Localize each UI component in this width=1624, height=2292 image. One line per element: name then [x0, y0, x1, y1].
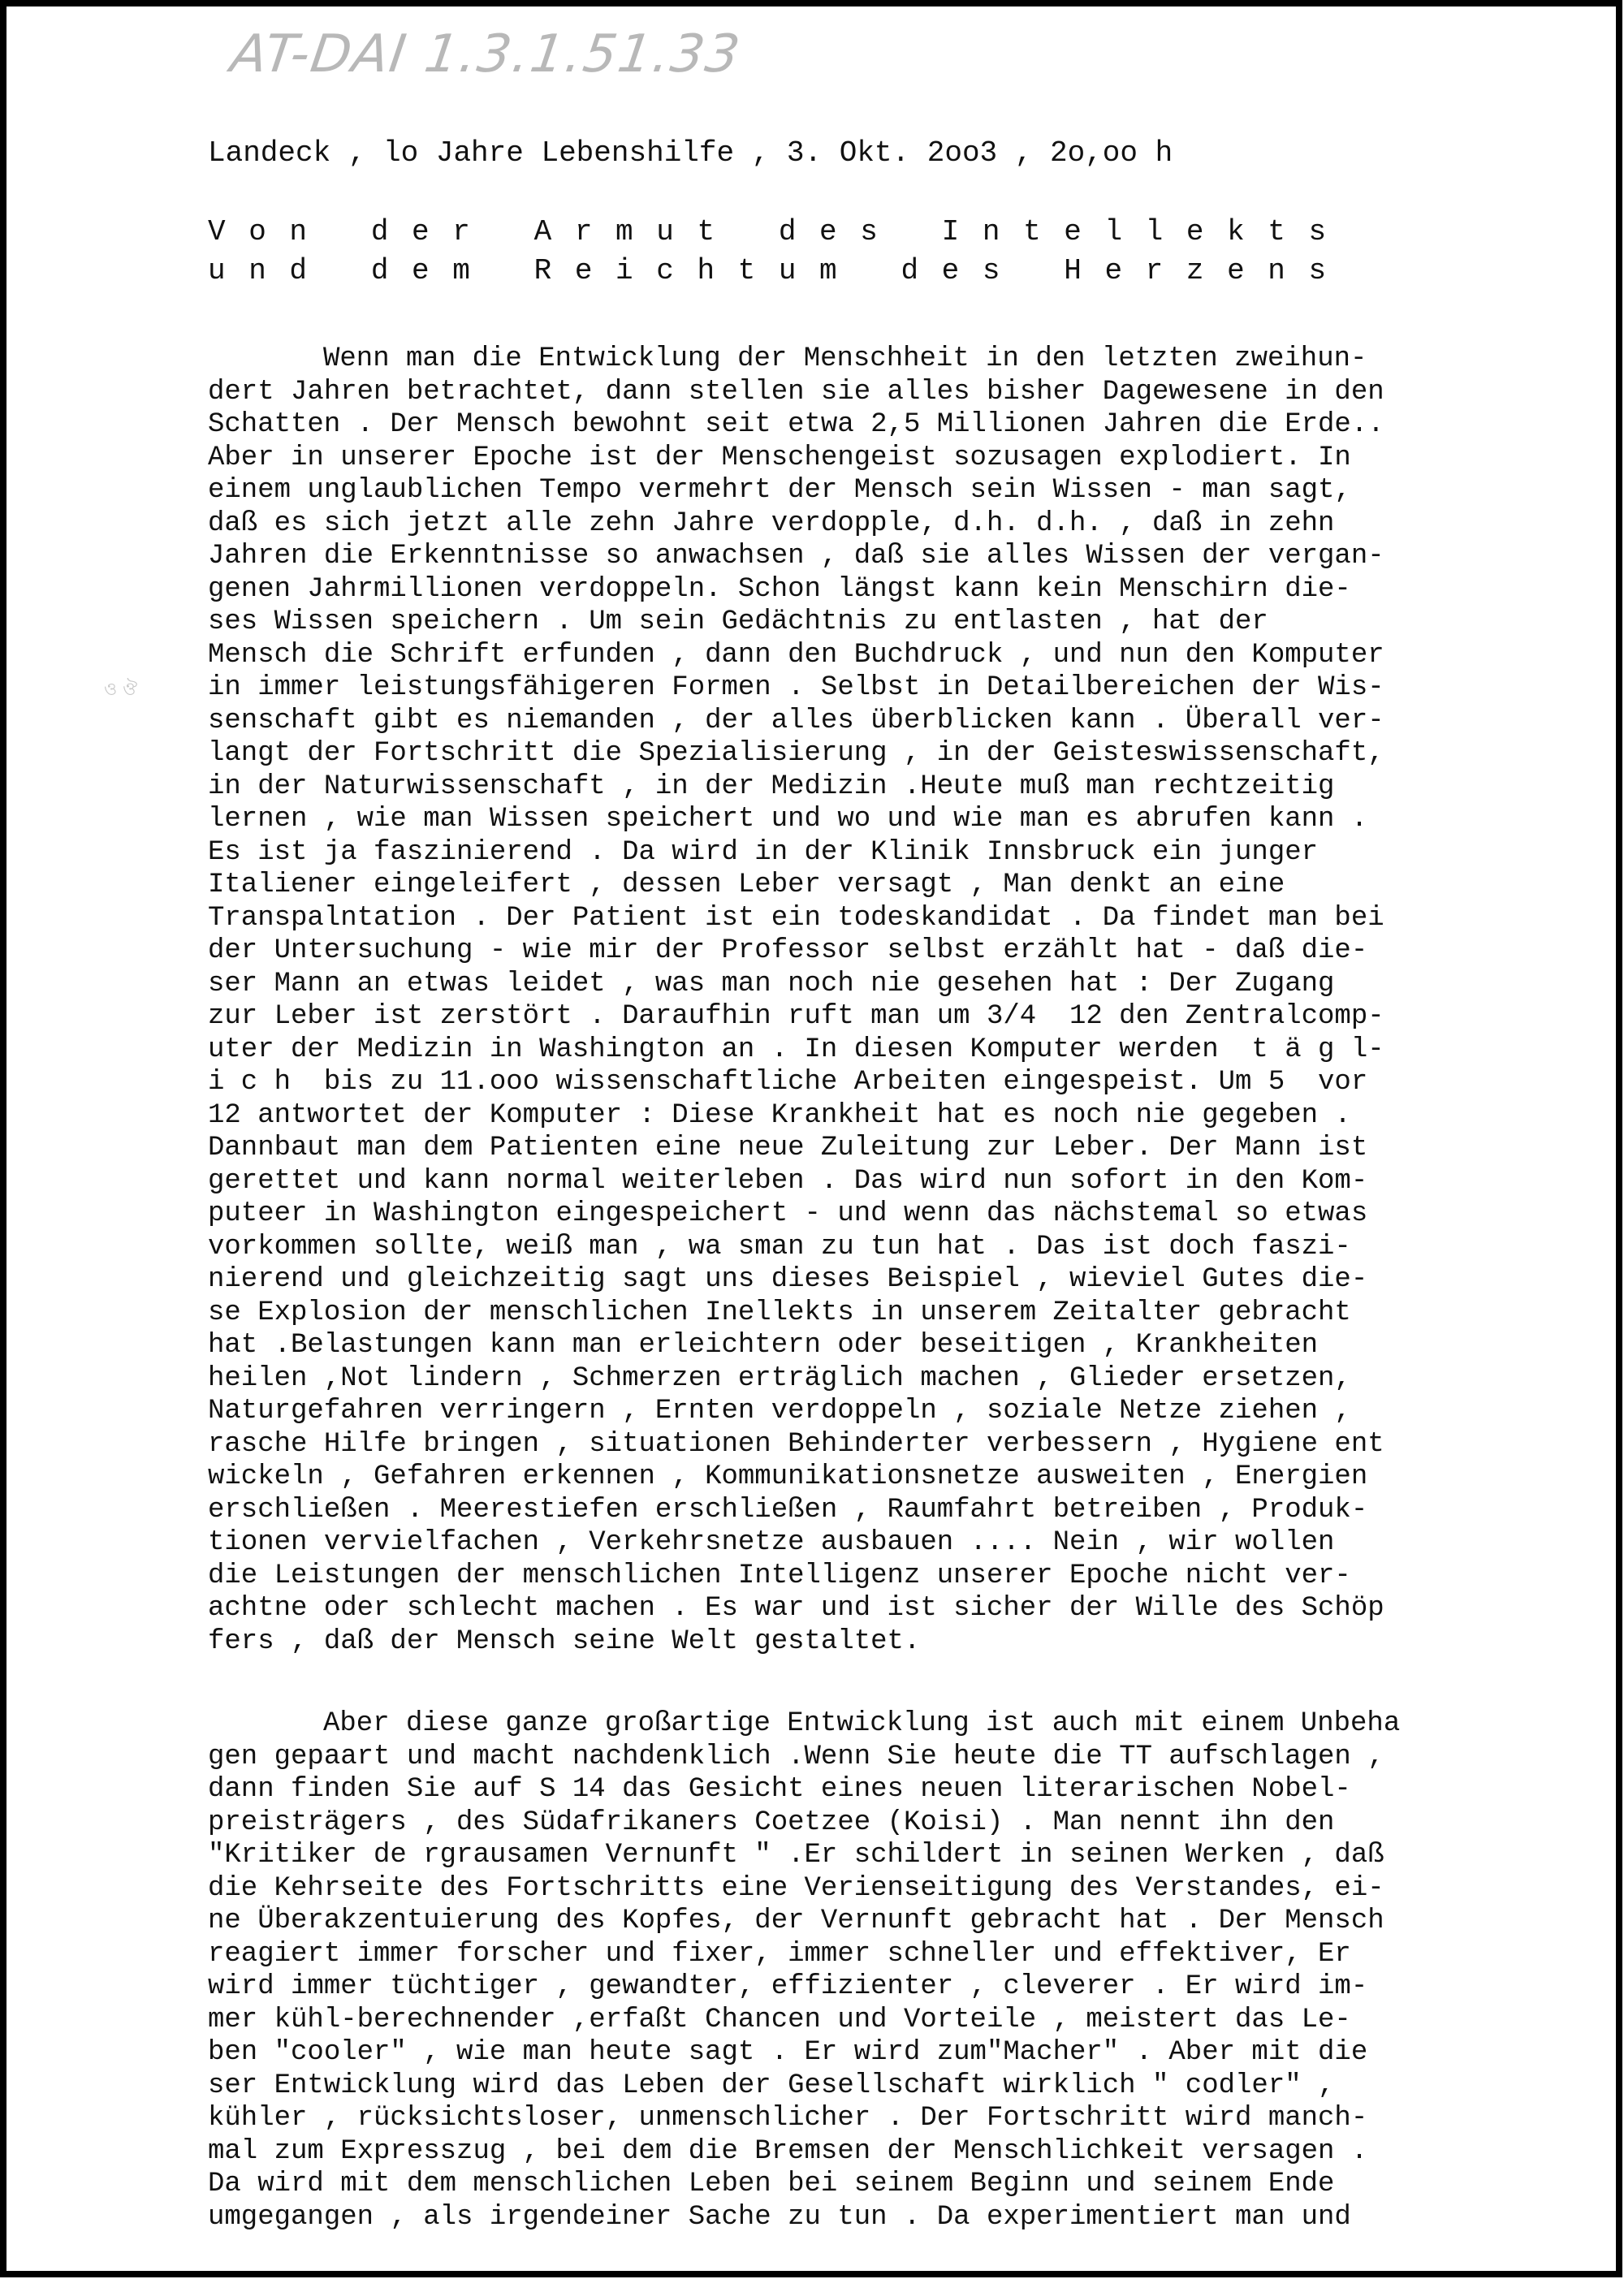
document-heading: Landeck , lo Jahre Lebenshilfe , 3. Okt. 2oo3 , 2o,oo h: [208, 136, 1173, 170]
text-line: dert Jahren betrachtet, dann stellen sie alles bisher Dagewesene in den: [208, 376, 1384, 408]
text-line: ser Mann an etwas leidet , was man noch nie gesehen hat : Der Zugang: [208, 968, 1335, 999]
text-line: umgegangen , als irgendeiner Sache zu tun . Da experimentiert man und: [208, 2201, 1351, 2233]
text-line: reagiert immer forscher und fixer, immer schneller und effektiver, Er: [208, 1938, 1351, 1970]
text-line: Wenn man die Entwicklung der Menschheit in den letzten zweihun-: [323, 343, 1367, 374]
text-line: Naturgefahren verringern , Ernten verdoppeln , soziale Netze ziehen ,: [208, 1396, 1351, 1427]
text-line: Dannbaut man dem Patienten eine neue Zuleitung zur Leber. Der Mann ist: [208, 1133, 1368, 1163]
text-line: wickeln , Gefahren erkennen , Kommunikationsnetze ausweiten , Energien: [208, 1461, 1368, 1492]
text-line: tionen vervielfachen , Verkehrsnetze ausbauen .... Nein , wir wollen: [208, 1527, 1335, 1558]
text-line: wird immer tüchtiger , gewandter, effizienter , cleverer . Er wird im-: [208, 1971, 1368, 2002]
text-line: die Leistungen der menschlichen Intelligenz unserer Epoche nicht ver-: [208, 1560, 1351, 1591]
text-line: Schatten . Der Mensch bewohnt seit etwa 2,5 Millionen Jahren die Erde..: [208, 409, 1384, 440]
text-line: hat .Belastungen kann man erleichtern oder beseitigen , Krankheiten: [208, 1330, 1319, 1361]
text-line: ses Wissen speichern . Um sein Gedächtnis zu entlasten , hat der: [208, 606, 1268, 637]
text-line: daß es sich jetzt alle zehn Jahre verdopple, d.h. d.h. , daß in zehn: [208, 507, 1335, 539]
text-line: vorkommen sollte, weiß man , wa sman zu tun hat . Das ist doch faszi-: [208, 1231, 1351, 1263]
text-line: senschaft gibt es niemanden , der alles überblicken kann . Überall ver-: [208, 705, 1384, 736]
text-line: Italiener eingeleifert , dessen Leber versagt , Man denkt an eine: [208, 870, 1285, 900]
text-line: rasche Hilfe bringen , situationen Behinderter verbessern , Hygiene ent: [208, 1428, 1384, 1460]
text-line: Mensch die Schrift erfunden , dann den Buchdruck , und nun den Komputer: [208, 639, 1384, 671]
text-line: ne Überakzentuierung des Kopfes, der Vernunft gebracht hat . Der Mensch: [208, 1906, 1384, 1936]
archive-reference-code: AT-DAI 1.3.1.51.33: [227, 24, 745, 84]
text-line: einem unglaublichen Tempo vermehrt der Mensch sein Wissen - man sagt,: [208, 475, 1351, 506]
text-line: mal zum Expresszug , bei dem die Bremsen der Menschlichkeit versagen .: [208, 2135, 1368, 2167]
text-line: lernen , wie man Wissen speichert und wo und wie man es abrufen kann .: [208, 804, 1368, 835]
text-line: se Explosion der menschlichen Inellekts in unserem Zeitalter gebracht: [208, 1297, 1351, 1328]
text-line: die Kehrseite des Fortschritts eine Verienseitigung des Verstandes, ei-: [208, 1872, 1384, 1904]
text-line: Es ist ja faszinierend . Da wird in der Klinik Innsbruck ein junger: [208, 836, 1319, 868]
paragraph-2: [208, 1707, 1588, 2234]
text-line: in immer leistungsfähigeren Formen . Selbst in Detailbereichen der Wis-: [208, 672, 1384, 703]
text-line: erschließen . Meerestiefen erschließen , Raumfahrt betreiben , Produk-: [208, 1494, 1368, 1526]
text-line: heilen ,Not lindern , Schmerzen erträglich machen , Glieder ersetzen,: [208, 1362, 1351, 1394]
text-line: kühler , rücksichtsloser, unmenschlicher . Der Fortschritt wird manch-: [208, 2103, 1368, 2134]
document-title: [208, 213, 1350, 291]
text-line: ser Entwicklung wird das Leben der Gesellschaft wirklich " codler" ,: [208, 2070, 1335, 2101]
text-line: zur Leber ist zerstört . Daraufhin ruft man um 3/4 12 den Zentralcomp-: [208, 1001, 1384, 1032]
text-line: fers , daß der Mensch seine Welt gestaltet.: [208, 1625, 921, 1657]
title-line-2: und dem Reichtum des Herzens: [208, 254, 1350, 287]
text-line: 12 antwortet der Komputer : Diese Krankheit hat es noch nie gegeben .: [208, 1099, 1351, 1131]
text-line: Jahren die Erkenntnisse so anwachsen , daß sie alles Wissen der vergan-: [208, 541, 1384, 572]
paragraph-1: [208, 343, 1588, 1658]
text-line: Aber diese ganze großartige Entwicklung ist auch mit einem Unbeha: [323, 1708, 1401, 1739]
text-line: Transpalntation . Der Patient ist ein todeskandidat . Da findet man bei: [208, 902, 1384, 934]
text-line: mer kühl-berechnender ,erfaßt Chancen und Vorteile , meistert das Le-: [208, 2004, 1351, 2035]
margin-mark: ও ঔ: [104, 680, 138, 700]
text-line: in der Naturwissenschaft , in der Medizin .Heute muß man rechtzeitig: [208, 770, 1335, 802]
text-line: puteer in Washington eingespeichert - und wenn das nächstemal so etwas: [208, 1198, 1368, 1229]
text-line: gerettet und kann normal weiterleben . Das wird nun sofort in den Kom-: [208, 1165, 1368, 1197]
text-line: langt der Fortschritt die Spezialisierung , in der Geisteswissenschaft,: [208, 738, 1384, 769]
body-text: [208, 343, 1588, 2234]
text-line: Da wird mit dem menschlichen Leben bei seinem Beginn und seinem Ende: [208, 2169, 1335, 2199]
text-line: achtne oder schlecht machen . Es war und ist sicher der Wille des Schöp: [208, 1593, 1384, 1624]
text-line: genen Jahrmillionen verdoppeln. Schon längst kann kein Menschirn die-: [208, 573, 1351, 605]
text-line: uter der Medizin in Washington an . In diesen Komputer werden t ä g l-: [208, 1034, 1384, 1065]
text-line: "Kritiker de rgrausamen Vernunft " .Er schildert in seinen Werken , daß: [208, 1840, 1384, 1871]
text-line: gen gepaart und macht nachdenklich .Wenn Sie heute die TT aufschlagen ,: [208, 1741, 1384, 1772]
text-line: i c h bis zu 11.ooo wissenschaftliche Arbeiten eingespeist. Um 5 vor: [208, 1067, 1368, 1098]
text-line: ben "cooler" , wie man heute sagt . Er wird zum"Macher" . Aber mit die: [208, 2037, 1368, 2068]
text-line: dann finden Sie auf S 14 das Gesicht eines neuen literarischen Nobel-: [208, 1774, 1351, 1805]
text-line: der Untersuchung - wie mir der Professor selbst erzählt hat - daß die-: [208, 935, 1368, 966]
text-line: preisträgers , des Südafrikaners Coetzee (Koisi) . Man nennt ihn den: [208, 1806, 1335, 1838]
title-line-1: Von der Armut des Intellekts: [208, 215, 1350, 248]
text-line: nierend und gleichzeitig sagt uns dieses Beispiel , wieviel Gutes die-: [208, 1264, 1368, 1295]
text-line: Aber in unserer Epoche ist der Menschengeist sozusagen explodiert. In: [208, 442, 1351, 473]
